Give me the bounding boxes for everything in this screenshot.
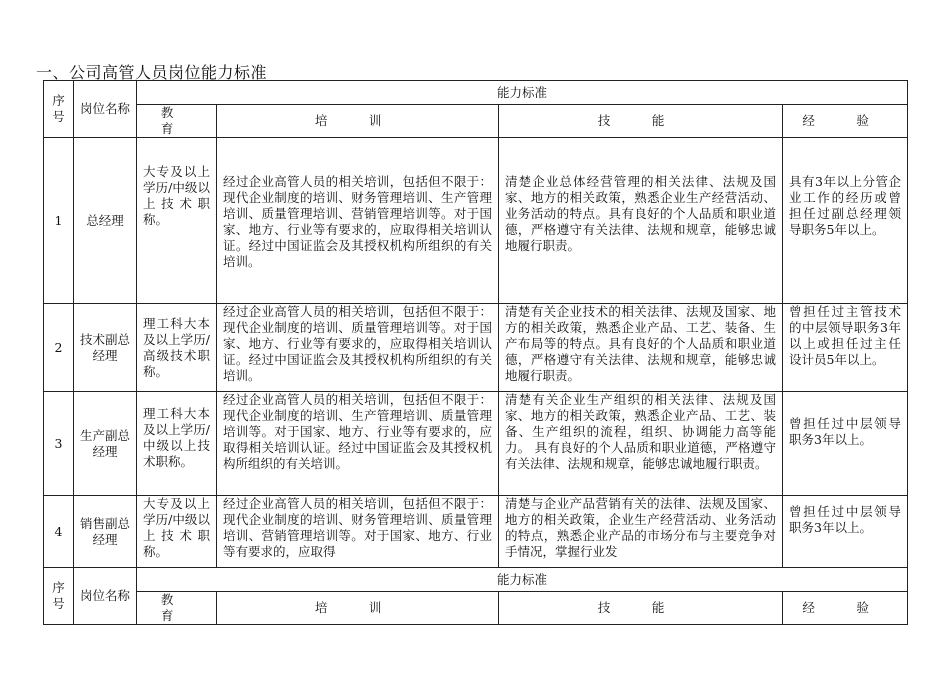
row-experience: 具有3年以上分管企业工作的经历或曾担任过副总经理领导职务5年以上。 [783,138,908,304]
ability-standard-table [43,80,908,625]
row-skills: 清楚与企业产品营销有关的法律、法规及国家、地方的相关政策，企业生产经营活动、业务活动的特点，熟悉企业产品的市场分布与主要竞争对手情况，掌握行业发 [499,496,783,568]
row-position: 总经理 [74,138,137,304]
repeated-subheader-row [44,592,908,625]
header-skills: 技 能 [597,600,684,615]
table-row [44,392,908,496]
header-experience: 经 验 [802,600,888,615]
header-seq: 序号 [44,568,74,625]
row-number: 2 [44,304,74,392]
row-position: 技术副总经理 [74,304,137,392]
row-training: 经过企业高管人员的相关培训，包括但不限于：现代企业制度的培训、财务管理培训、生产管理培训、质量管理培训、营销管理培训等。对于国家、地方、行业等有要求的，应取得相关培训认证。经过中国证监会及其授权机构所组织的有关培训。 [217,138,499,304]
row-skills: 清楚有关企业技术的相关法律、法规及国家、地方的相关政策，熟悉企业产品、工艺、装备、生产布局等的特点。具有良好的个人品质和职业道德，严格遵守有关法律、法规和规章，能够忠诚地履行职责。 [499,304,783,392]
header-ability: 能力标准 [137,568,908,592]
row-education: 理工科大本及以上学历/高级技术职称。 [137,304,217,392]
header-position: 岗位名称 [74,81,137,138]
row-training: 经过企业高管人员的相关培训，包括但不限于：现代企业制度的培训、质量管理培训等。对于国家、地方、行业等有要求的，应取得相关培训认证。经过中国证监会及其授权机构所组织的有关培训。 [217,304,499,392]
header-position: 岗位名称 [74,568,137,625]
row-education: 大专及以上学历/中级以上技术职称。 [137,138,217,304]
row-experience: 曾担任过中层领导职务3年以上。 [783,496,908,568]
header-seq: 序号 [44,81,74,138]
page-title: 一、公司高管人员岗位能力标准 [36,63,268,82]
row-experience: 曾担任过主管技术的中层领导职务3年以上或担任过主任设计员5年以上。 [783,304,908,392]
header-training: 培 训 [314,113,401,128]
header-training: 培 训 [314,600,401,615]
table-row [44,138,908,304]
header-education: 教 育 [160,592,193,623]
row-position: 生产副总经理 [74,392,137,496]
row-training: 经过企业高管人员的相关培训，包括但不限于：现代企业制度的培训、生产管理培训、质量管理培训等。对于国家、地方、行业等有要求的，应取得相关培训认证。经过中国证监会及其授权机构所组织的有关培训。 [217,392,499,496]
table-row [44,496,908,568]
row-experience: 曾担任过中层领导职务3年以上。 [783,392,908,496]
header-education: 教 育 [160,105,193,136]
row-education: 理工科大本及以上学历/中级以上技术职称。 [137,392,217,496]
row-education: 大专及以上学历/中级以上技术职称。 [137,496,217,568]
row-number: 4 [44,496,74,568]
subheader-row [44,105,908,138]
row-skills: 清楚企业总体经营管理的相关法律、法规及国家、地方的相关政策，熟悉企业生产经营活动、业务活动的特点。具有良好的个人品质和职业道德，严格遵守有关法律、法规和规章，能够忠诚地履行职责。 [499,138,783,304]
row-position: 销售副总经理 [74,496,137,568]
header-skills: 技 能 [597,113,684,128]
header-row [44,81,908,105]
table-row [44,304,908,392]
row-skills: 清楚有关企业生产组织的相关法律、法规及国家、地方的相关政策，熟悉企业产品、工艺、装备、生产组织的流程，组织、协调能力高等能力。 具有良好的个人品质和职业道德，严格遵守有关法律、法规和规章，能够忠诚地履行职责。 [499,392,783,496]
row-number: 1 [44,138,74,304]
repeated-header-row [44,568,908,592]
row-training: 经过企业高管人员的相关培训，包括但不限于：现代企业制度的培训、财务管理培训、质量管理培训、营销管理培训等。对于国家、地方、行业等有要求的，应取得 [217,496,499,568]
row-number: 3 [44,392,74,496]
header-ability: 能力标准 [137,81,908,105]
header-experience: 经 验 [802,113,888,128]
